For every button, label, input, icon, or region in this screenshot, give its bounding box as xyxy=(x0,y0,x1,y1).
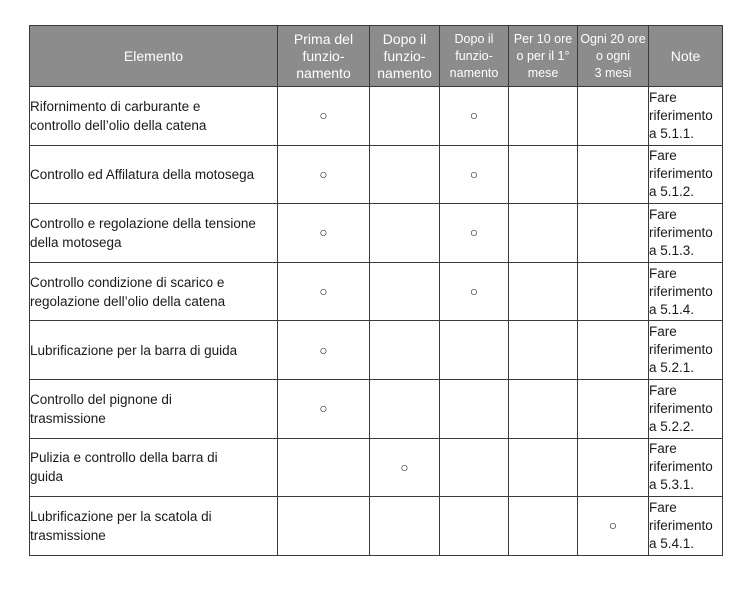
cell-note: Fare riferimento a 5.2.1. xyxy=(649,321,723,380)
cell-prima: ○ xyxy=(278,262,370,321)
cell-note: Fare riferimento a 5.3.1. xyxy=(649,438,723,497)
cell-per-10 xyxy=(509,262,578,321)
cell-dopo-2: ○ xyxy=(440,87,509,146)
table-row xyxy=(30,321,723,380)
cell-ogni-20 xyxy=(578,438,649,497)
table-row xyxy=(30,87,723,146)
cell-prima: ○ xyxy=(278,204,370,263)
cell-ogni-20 xyxy=(578,87,649,146)
cell-note: Fare riferimento a 5.4.1. xyxy=(649,497,723,556)
table-header xyxy=(30,26,723,87)
cell-dopo-2 xyxy=(440,438,509,497)
cell-dopo-2 xyxy=(440,497,509,556)
cell-note: Fare riferimento a 5.2.2. xyxy=(649,379,723,438)
cell-elemento: Pulizia e controllo della barra di guida xyxy=(30,438,278,497)
cell-elemento: Controllo e regolazione della tensione della motosega xyxy=(30,204,278,263)
cell-per-10 xyxy=(509,87,578,146)
header-row xyxy=(30,26,723,87)
cell-per-10 xyxy=(509,497,578,556)
cell-elemento: Controllo del pignone di trasmissione xyxy=(30,379,278,438)
table-row xyxy=(30,262,723,321)
header-prima: Prima del funzio- namento xyxy=(278,26,370,87)
cell-prima xyxy=(278,497,370,556)
cell-ogni-20 xyxy=(578,379,649,438)
cell-ogni-20 xyxy=(578,145,649,204)
header-elemento: Elemento xyxy=(30,26,278,87)
cell-per-10 xyxy=(509,438,578,497)
cell-dopo-1 xyxy=(370,145,440,204)
table-row xyxy=(30,379,723,438)
cell-per-10 xyxy=(509,145,578,204)
cell-ogni-20: ○ xyxy=(578,497,649,556)
cell-note: Fare riferimento a 5.1.1. xyxy=(649,87,723,146)
header-note: Note xyxy=(649,26,723,87)
cell-elemento: Controllo ed Affilatura della motosega xyxy=(30,145,278,204)
cell-elemento: Lubrificazione per la scatola di trasmissione xyxy=(30,497,278,556)
header-per-10-ore: Per 10 ore o per il 1° mese xyxy=(509,26,578,87)
table-body xyxy=(30,87,723,556)
cell-dopo-1 xyxy=(370,497,440,556)
cell-note: Fare riferimento a 5.1.2. xyxy=(649,145,723,204)
cell-ogni-20 xyxy=(578,204,649,263)
table-row xyxy=(30,145,723,204)
cell-prima: ○ xyxy=(278,321,370,380)
cell-dopo-2: ○ xyxy=(440,145,509,204)
cell-note: Fare riferimento a 5.1.3. xyxy=(649,204,723,263)
cell-dopo-2: ○ xyxy=(440,204,509,263)
cell-ogni-20 xyxy=(578,262,649,321)
cell-dopo-1 xyxy=(370,262,440,321)
cell-dopo-2 xyxy=(440,379,509,438)
cell-prima: ○ xyxy=(278,87,370,146)
cell-elemento: Lubrificazione per la barra di guida xyxy=(30,321,278,380)
table-row xyxy=(30,438,723,497)
cell-ogni-20 xyxy=(578,321,649,380)
table-row xyxy=(30,497,723,556)
cell-dopo-1 xyxy=(370,321,440,380)
header-ogni-20-ore: Ogni 20 ore o ogni 3 mesi xyxy=(578,26,649,87)
cell-dopo-1 xyxy=(370,87,440,146)
cell-dopo-1 xyxy=(370,379,440,438)
cell-prima: ○ xyxy=(278,145,370,204)
cell-per-10 xyxy=(509,321,578,380)
cell-elemento: Controllo condizione di scarico e regolazione dell’olio della catena xyxy=(30,262,278,321)
header-dopo-2: Dopo il funzio- namento xyxy=(440,26,509,87)
cell-dopo-1 xyxy=(370,204,440,263)
cell-dopo-1: ○ xyxy=(370,438,440,497)
cell-dopo-2: ○ xyxy=(440,262,509,321)
header-dopo-1: Dopo il funzio- namento xyxy=(370,26,440,87)
cell-note: Fare riferimento a 5.1.4. xyxy=(649,262,723,321)
maintenance-schedule-table xyxy=(29,25,723,556)
cell-per-10 xyxy=(509,379,578,438)
cell-per-10 xyxy=(509,204,578,263)
cell-dopo-2 xyxy=(440,321,509,380)
cell-prima xyxy=(278,438,370,497)
cell-prima: ○ xyxy=(278,379,370,438)
table-row xyxy=(30,204,723,263)
cell-elemento: Rifornimento di carburante e controllo dell’olio della catena xyxy=(30,87,278,146)
